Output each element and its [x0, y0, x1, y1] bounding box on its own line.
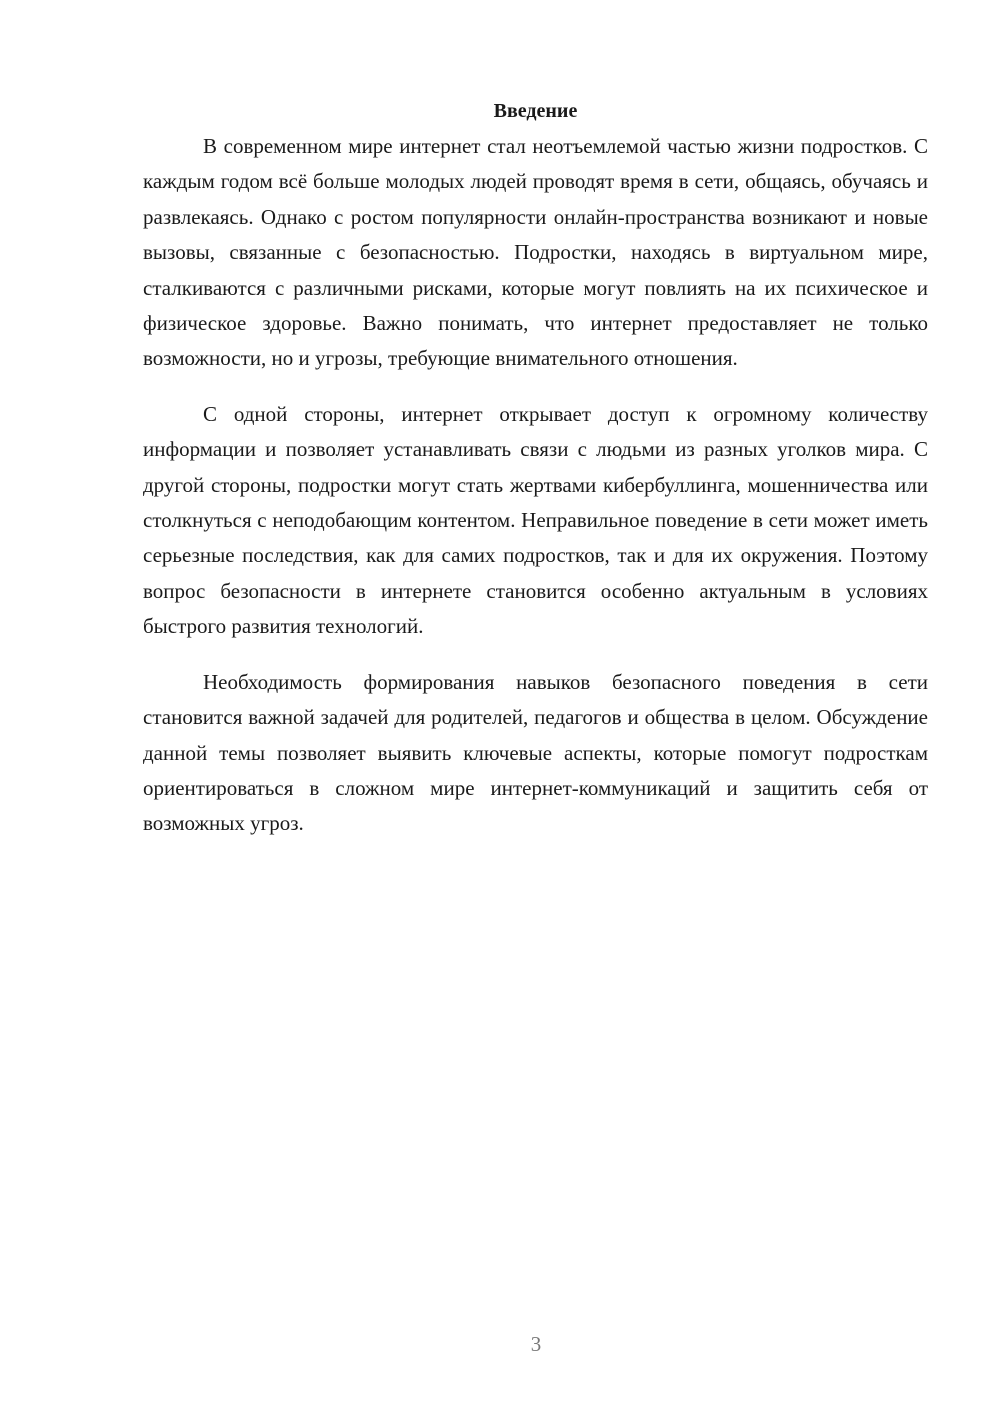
paragraph-1: В современном мире интернет стал неотъемлемой частью жизни подростков. С каждым годом всё больше молодых людей проводят время в сети, общаясь, обучаясь и развлекаясь. Однако с ростом популярности онлайн-пространства возникают и новые вызовы, связанные с безопасностью. Подростки, находясь в виртуальном мире, сталкиваются с различными рисками, которые могут повлиять на их психическое и физическое здоровье. Важно понимать, что интернет предоставляет не только возможности, но и угрозы, требующие внимательного отношения. — [143, 134, 928, 371]
page-content — [143, 93, 928, 842]
paragraph-2: С одной стороны, интернет открывает доступ к огромному количеству информации и позволяет устанавливать связи с людьми из разных уголков мира. С другой стороны, подростки могут стать жертвами кибербуллинга, мошенничества или столкнуться с неподобающим контентом. Неправильное поведение в сети может иметь серьезные последствия, как для самих подростков, так и для их окружения. Поэтому вопрос безопасности в интернете становится особенно актуальным в условиях быстрого развития технологий. — [143, 401, 928, 639]
paragraph-3: Необходимость формирования навыков безопасного поведения в сети становится важной задачей для родителей, педагогов и общества в целом. Обсуждение данной темы позволяет выявить ключевые аспекты, которые помогут подросткам ориентироваться в сложном мире интернет-коммуникаций и защитить себя от возможных угроз. — [143, 669, 928, 836]
page-number: 3 — [530, 1332, 542, 1356]
section-title: Введение — [493, 100, 578, 122]
